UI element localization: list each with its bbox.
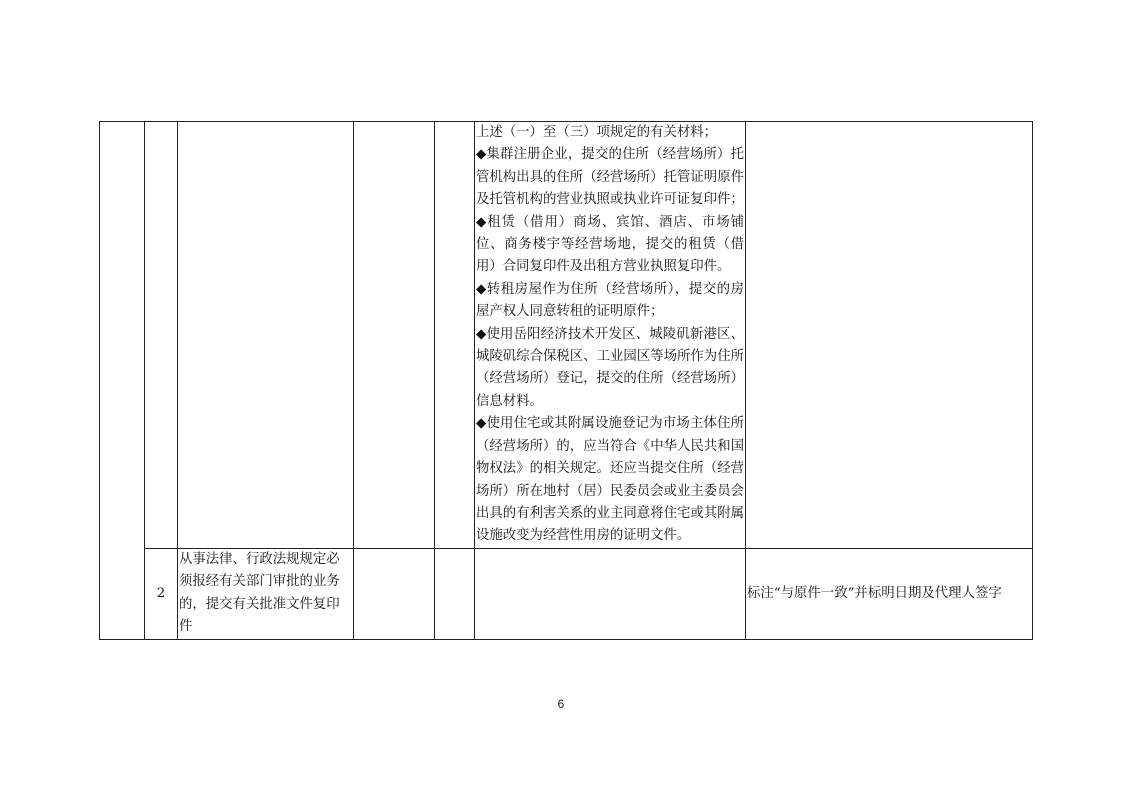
note-cell: 标注“与原件一致”并标明日期及代理人签字 xyxy=(746,549,1033,640)
item-cell xyxy=(178,122,354,549)
merged-category-cell xyxy=(100,122,145,640)
table-row xyxy=(100,549,1033,640)
blank-cell xyxy=(435,549,475,640)
material-item: 上述（一）至（三）项规定的有关材料； xyxy=(476,125,718,140)
material-item: ◆转租房屋作为住所（经营场所），提交的房屋产权人同意转租的证明原件； xyxy=(476,281,744,320)
seq-cell: 2 xyxy=(145,549,178,640)
table-row xyxy=(100,122,1033,549)
blank-cell xyxy=(435,122,475,549)
materials-cell xyxy=(475,549,746,640)
blank-cell xyxy=(354,122,435,549)
blank-cell xyxy=(354,549,435,640)
material-item: ◆使用住宅或其附属设施登记为市场主体住所（经营场所）的，应当符合《中华人民共和国物权法》的相关规定。还应当提交住所（经营场所）所在地村（居）民委员会或业主委员会出具的有利害关系的业主同意将住宅或其附属设施改变为经营性用房的证明文件。 xyxy=(476,416,744,544)
material-item: ◆租赁（借用）商场、宾馆、酒店、市场铺位、商务楼宇等经营场地，提交的租赁（借用）合同复印件及出租方营业执照复印件。 xyxy=(476,214,744,275)
item-cell: 从事法律、行政法规规定必须报经有关部门审批的业务的，提交有关批准文件复印件 xyxy=(178,549,354,640)
material-item: ◆集群注册企业，提交的住所（经营场所）托管机构出具的住所（经营场所）托管证明原件及托管机构的营业执照或执业许可证复印件； xyxy=(476,147,744,208)
material-item: ◆使用岳阳经济技术开发区、城陵矶新港区、城陵矶综合保税区、工业园区等场所作为住所（经营场所）登记，提交的住所（经营场所）信息材料。 xyxy=(476,326,744,409)
page-number: 6 xyxy=(557,697,565,711)
requirements-table xyxy=(99,121,1033,640)
seq-cell xyxy=(145,122,178,549)
note-cell xyxy=(746,122,1033,549)
materials-cell xyxy=(475,122,746,549)
